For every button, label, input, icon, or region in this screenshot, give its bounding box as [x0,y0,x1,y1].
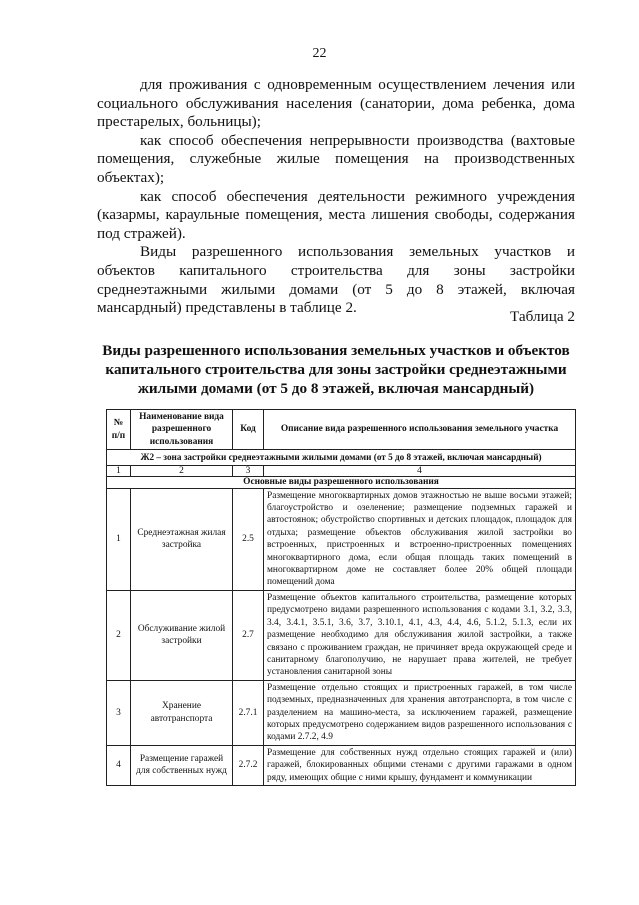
row-description: Размещение объектов капитального строительства, размещение которых предусмотрено видами разрешенного использования с кодами 3.1, 3.2, 3.3, 3.4, 3.4.1, 3.5.1, 3.6, 3.7, 3.10.1, 4.1, 4.3, 4.4, 4.6, 5.1.2, 5.1.3, если их размещение необходимо для обслуживания жилой застройки, а также связано с проживанием граждан, не причиняет вреда окружающей среде и санитарному благополучию, не нарушает права жителей, не требует установления санитарной зоны [264,590,576,680]
row-description: Размещение отдельно стоящих и пристроенных гаражей, в том числе подземных, предназначенных для хранения автотранспорта, в том числе с разделением на машино-места, за исключением гаражей, размещение которых предусмотрено содержанием видов разрешенного использования с кодами 2.7.2, 4.9 [264,680,576,745]
column-header-description: Описание вида разрешенного использования земельного участка [264,410,576,450]
column-header-code: Код [233,410,264,450]
row-description: Размещение многоквартирных домов этажностью не выше восьми этажей; благоустройство и озеленение; размещение подземных гаражей и автостоянок; обустройство спортивных и детских площадок, площадок для отдыха; размещение объектов обслуживания жилой застройки во встроенных, пристроенных и встроенно-пристроенных помещениях многоквартирного дома, если общая площадь таких помещений в многоквартирном доме не составляет более 20% общей площади помещений дома [264,488,576,590]
row-code: 2.7.1 [233,680,264,745]
row-name: Хранение автотранспорта [131,680,233,745]
section-title: Основные виды разрешенного использования [107,476,576,488]
paragraph: Виды разрешенного использования земельных участков и объектов капитального строительства для зоны застройки среднеэтажными жилыми домами (от 5 до 8 этажей, включая мансардный) представлены в таблице 2. [97,243,575,317]
body-text [97,76,575,318]
row-name: Среднеэтажная жилая застройка [131,488,233,590]
zone-header: Ж2 – зона застройки среднеэтажными жилыми домами (от 5 до 8 этажей, включая мансардный) [107,450,576,465]
zone-header-row [107,450,576,465]
row-description: Размещение для собственных нужд отдельно стоящих гаражей и (или) гаражей, блокированных общими стенами с другими гаражами в одном ряду, имеющих общие с ними крышу, фундамент и коммуникации [264,745,576,785]
land-use-table [106,409,576,786]
column-header-row [107,410,576,450]
row-number: 3 [107,680,131,745]
row-code: 2.7 [233,590,264,680]
column-index: 3 [233,465,264,476]
table-label: Таблица 2 [510,308,575,325]
table-title: Виды разрешенного использования земельных участков и объектов капитального строительства для зоны застройки среднеэтажными жилыми домами (от 5 до 8 этажей, включая мансардный) [102,342,570,397]
row-code: 2.5 [233,488,264,590]
section-row [107,476,576,488]
row-number: 1 [107,488,131,590]
column-index: 2 [131,465,233,476]
row-code: 2.7.2 [233,745,264,785]
row-number: 4 [107,745,131,785]
paragraph: для проживания с одновременным осуществлением лечения или социального обслуживания населения (санатории, дома ребенка, дома престарелых, больницы); [97,76,575,131]
table-row [107,590,576,680]
row-name: Обслуживание жилой застройки [131,590,233,680]
row-number: 2 [107,590,131,680]
column-header-name: Наименование вида разрешенного использования [131,410,233,450]
table-row [107,745,576,785]
page-number: 22 [312,46,327,61]
column-index: 4 [264,465,576,476]
table-row [107,680,576,745]
row-name: Размещение гаражей для собственных нужд [131,745,233,785]
column-header-number: № п/п [107,410,131,450]
paragraph: как способ обеспечения деятельности режимного учреждения (казармы, караульные помещения, места лишения свободы, содержания под стражей). [97,187,575,242]
column-index-row [107,465,576,476]
table-row [107,488,576,590]
paragraph: как способ обеспечения непрерывности производства (вахтовые помещения, служебные жилые помещения на производственных объектах); [97,131,575,186]
column-index: 1 [107,465,131,476]
